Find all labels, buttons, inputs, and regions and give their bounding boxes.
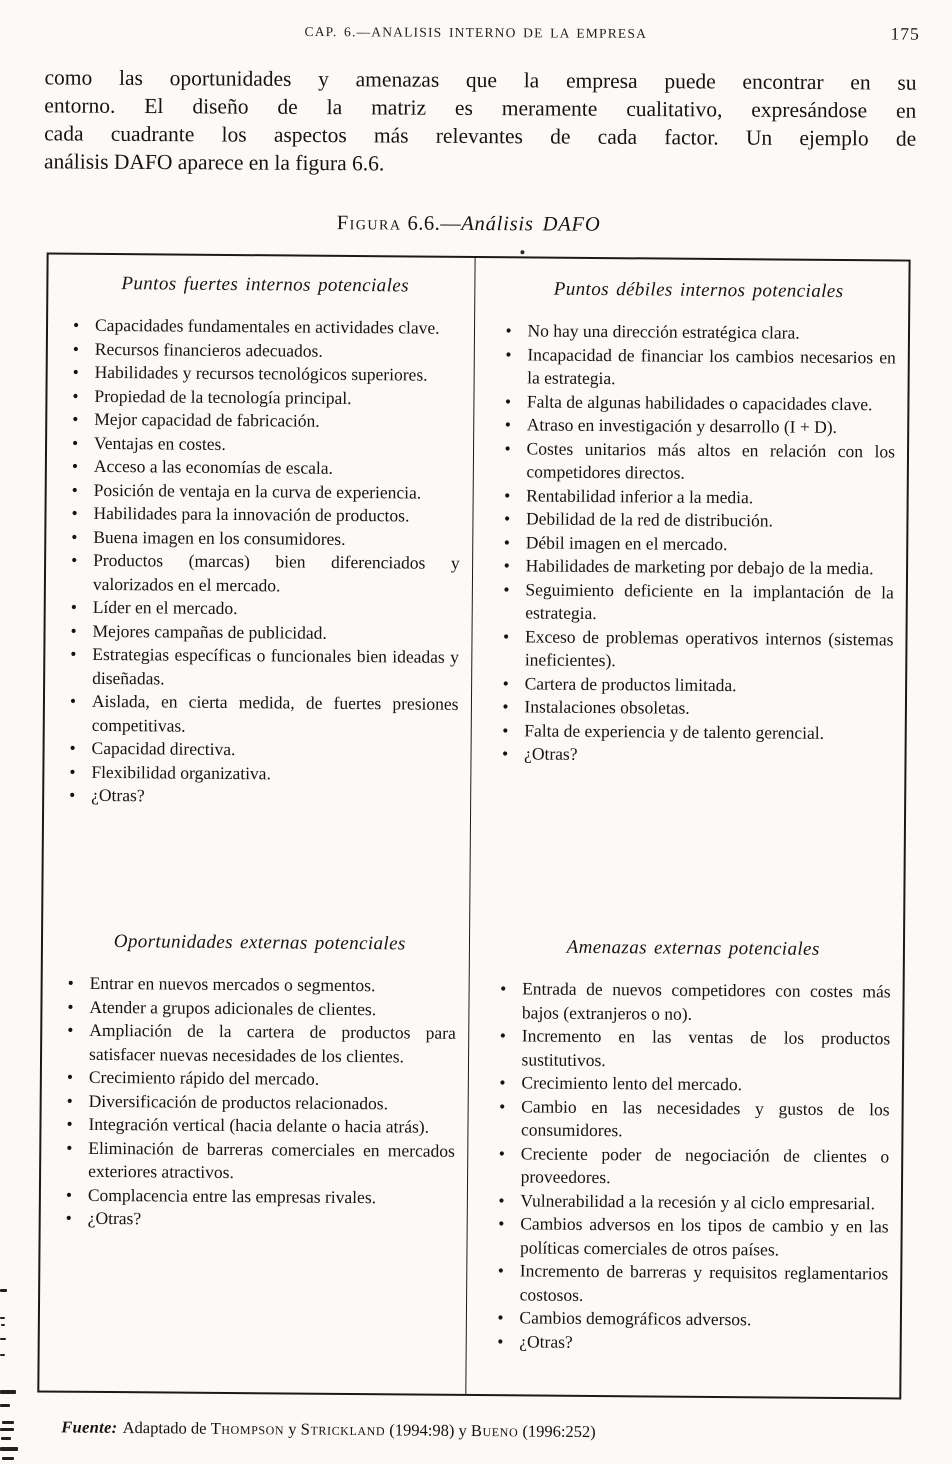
list-item bbox=[66, 549, 460, 599]
list-item bbox=[498, 578, 894, 628]
list-item-text: Habilidades y recursos tecnológicos superiores. bbox=[94, 361, 428, 385]
list-item bbox=[65, 619, 459, 646]
list-item-text: Mejor capacidad de fabricación. bbox=[94, 408, 320, 431]
list-item bbox=[67, 455, 461, 482]
list-item-text: Vulnerabilidad a la recesión y al ciclo empresarial. bbox=[520, 1189, 876, 1213]
list-item-text: Estrategias específicas o funcionales bien ideadas y diseñadas. bbox=[92, 643, 459, 688]
list-item bbox=[499, 437, 895, 487]
paragraph-line: análisis DAFO aparece en la figura 6.6. bbox=[43, 149, 385, 176]
threats-list bbox=[492, 977, 891, 1356]
list-item-text: Falta de experiencia y de talento gerencial. bbox=[524, 719, 825, 743]
list-item-text: Complacencia entre las empresas rivales. bbox=[87, 1184, 377, 1207]
list-item bbox=[492, 1306, 888, 1333]
paragraph-line: como las oportunidades y amenazas que la empresa puede encontrar en su bbox=[44, 65, 917, 95]
list-item-text: Capacidades fundamentales en actividades clave. bbox=[94, 314, 440, 338]
list-item bbox=[500, 413, 896, 440]
list-item-text: Debilidad de la red de distribución. bbox=[525, 508, 773, 531]
paragraph-line: cada cuadrante los aspectos más relevantes de cada factor. Un ejemplo de bbox=[44, 121, 917, 151]
source-conjunction: y bbox=[458, 1420, 467, 1440]
list-item bbox=[497, 742, 893, 769]
list-item-text: Entrada de nuevos competidores con costes más bajos (extranjeros o no). bbox=[521, 978, 891, 1024]
list-item-text: ¿Otras? bbox=[87, 1207, 142, 1229]
list-item bbox=[494, 1024, 890, 1074]
list-item-text: Entrar en nuevos mercados o segmentos. bbox=[89, 972, 376, 996]
table-column-left bbox=[39, 254, 475, 1393]
list-item bbox=[68, 361, 462, 388]
quadrant-strengths bbox=[63, 273, 462, 934]
intro-paragraph bbox=[44, 63, 917, 180]
list-item bbox=[495, 977, 891, 1027]
list-item bbox=[64, 737, 458, 764]
list-item bbox=[66, 502, 460, 529]
list-item bbox=[61, 1183, 455, 1210]
opportunities-list bbox=[61, 972, 457, 1234]
list-item bbox=[61, 1113, 455, 1140]
list-item bbox=[61, 1136, 455, 1186]
list-item-text: Mejores campañas de publicidad. bbox=[92, 620, 327, 643]
list-item-text: Recursos financieros adecuados. bbox=[94, 338, 323, 361]
list-item-text: Cambio en las necesidades y gustos de los consumidores. bbox=[520, 1095, 890, 1141]
list-item bbox=[66, 596, 460, 623]
list-item-text: Flexibilidad organizativa. bbox=[91, 761, 271, 783]
quadrant-threats bbox=[492, 936, 891, 1356]
list-item-text: Atraso en investigación y desarrollo (I + D). bbox=[526, 414, 838, 437]
list-item-text: Diversificación de productos relacionados. bbox=[88, 1090, 389, 1113]
quadrant-title-threats: Amenazas externas potenciales bbox=[566, 936, 820, 960]
weaknesses-list bbox=[497, 319, 896, 769]
list-item-text: Líder en el mercado. bbox=[92, 596, 238, 619]
dafo-matrix-table bbox=[37, 252, 910, 1399]
list-item-text: ¿Otras? bbox=[91, 784, 145, 806]
source-reference: (1994:98) bbox=[389, 1419, 455, 1440]
list-item-text: Seguimiento deficiente en la implantación de la estrategia. bbox=[525, 578, 894, 624]
list-item bbox=[498, 625, 894, 675]
list-item bbox=[499, 507, 895, 534]
source-line bbox=[61, 1417, 881, 1444]
list-item-text: Eliminación de barreras comerciales en mercados exteriores atractivos. bbox=[88, 1137, 455, 1183]
list-item bbox=[62, 1089, 456, 1116]
list-item bbox=[67, 431, 461, 458]
list-item bbox=[499, 531, 895, 558]
list-item bbox=[499, 554, 895, 581]
list-item bbox=[493, 1212, 889, 1262]
quadrant-title-opportunities: Oportunidades externas potenciales bbox=[113, 931, 406, 955]
list-item-text: Falta de algunas habilidades o capacidades clave. bbox=[526, 390, 873, 414]
list-item-text: Instalaciones obsoletas. bbox=[524, 696, 690, 718]
list-item-text: Propiedad de la tecnología principal. bbox=[94, 385, 352, 408]
list-item bbox=[66, 525, 460, 552]
list-item bbox=[499, 484, 895, 511]
quadrant-title-weaknesses: Puntos débiles internos potenciales bbox=[553, 278, 844, 303]
list-item-text: Acceso a las economías de escala. bbox=[93, 455, 334, 478]
list-item bbox=[65, 643, 459, 693]
list-item-text: Habilidades para la innovación de productos. bbox=[93, 502, 410, 526]
list-item-text: Rentabilidad inferior a la media. bbox=[526, 484, 754, 507]
figure-caption-number: 6.6.— bbox=[407, 212, 462, 235]
list-item-text: ¿Otras? bbox=[519, 1330, 573, 1352]
quadrant-weaknesses bbox=[496, 278, 897, 939]
list-item-text: Exceso de problemas operativos internos (sistemas ineficientes). bbox=[524, 625, 894, 671]
list-item-text: Cambios adversos en los tipos de cambio y en las políticas comerciales de otros países. bbox=[519, 1213, 889, 1260]
source-author: Strickland bbox=[300, 1419, 386, 1439]
chapter-header: CAP. 6.—ANALISIS INTERNO DE LA EMPRESA bbox=[304, 23, 648, 42]
list-item-text: Cartera de productos limitada. bbox=[524, 672, 737, 695]
running-header bbox=[0, 21, 952, 45]
list-item bbox=[67, 408, 461, 435]
list-item bbox=[492, 1330, 888, 1357]
list-item-text: Productos (marcas) bien diferenciados y valorizados en el mercado. bbox=[92, 549, 460, 595]
list-item bbox=[493, 1259, 889, 1309]
source-label: Fuente: bbox=[61, 1416, 118, 1437]
table-column-right bbox=[466, 258, 909, 1398]
source-text: Adaptado de bbox=[122, 1417, 207, 1438]
quadrant-title-strengths: Puntos fuertes internos potenciales bbox=[121, 273, 410, 297]
list-item-text: Ventajas en costes. bbox=[94, 432, 226, 454]
list-item-text: Capacidad directiva. bbox=[91, 737, 236, 760]
source-author: Thompson bbox=[210, 1418, 285, 1438]
list-item bbox=[500, 390, 896, 417]
list-item bbox=[494, 1095, 890, 1145]
list-item-text: Incremento en las ventas de los productos sustitutivos. bbox=[521, 1025, 891, 1070]
page-number: 175 bbox=[890, 23, 920, 44]
figure-caption-label: Figura bbox=[336, 212, 402, 235]
list-item bbox=[64, 784, 458, 811]
list-item bbox=[497, 695, 893, 722]
list-item bbox=[63, 972, 457, 999]
list-item-text: Débil imagen en el mercado. bbox=[525, 531, 728, 554]
list-item bbox=[500, 343, 896, 393]
list-item-text: Creciente poder de negociación de clientes o proveedores. bbox=[520, 1142, 890, 1188]
list-item-text: No hay una dirección estratégica clara. bbox=[527, 320, 800, 343]
quadrant-opportunities bbox=[61, 931, 457, 1234]
list-item bbox=[498, 672, 894, 699]
list-item bbox=[65, 690, 459, 740]
list-item-text: Incapacidad de financiar los cambios necesarios en la estrategia. bbox=[527, 343, 896, 389]
list-item bbox=[64, 760, 458, 787]
list-item bbox=[497, 719, 893, 746]
list-item-text: Atender a grupos adicionales de clientes. bbox=[89, 996, 377, 1019]
list-item bbox=[68, 314, 462, 341]
source-reference: (1996:252) bbox=[522, 1420, 596, 1441]
list-item-text: Ampliación de la cartera de productos para satisfacer nuevas necesidades de los clientes. bbox=[88, 1019, 456, 1066]
list-item-text: Incremento de barreras y requisitos reglamentarios costosos. bbox=[519, 1260, 889, 1305]
list-item-text: Posición de ventaja en la curva de experiencia. bbox=[93, 479, 422, 503]
list-item-text: ¿Otras? bbox=[524, 743, 578, 764]
source-author: Bueno bbox=[470, 1420, 519, 1440]
figure-caption bbox=[0, 210, 939, 239]
list-item-text: Aislada, en cierta medida, de fuertes presiones competitivas. bbox=[91, 690, 459, 736]
list-item-text: Crecimiento rápido del mercado. bbox=[88, 1066, 320, 1089]
list-item-text: Crecimiento lento del mercado. bbox=[521, 1072, 743, 1095]
list-item bbox=[62, 995, 456, 1022]
list-item-text: Habilidades de marketing por debajo de la media. bbox=[525, 555, 874, 579]
list-item bbox=[67, 384, 461, 411]
list-item-text: Cambios demográficos adversos. bbox=[519, 1307, 752, 1330]
list-item bbox=[500, 319, 896, 346]
list-item bbox=[68, 337, 462, 364]
list-item bbox=[494, 1142, 890, 1192]
paragraph-line: entorno. El diseño de la matriz es meramente cualitativo, expresándose en bbox=[44, 93, 917, 123]
list-item bbox=[493, 1189, 889, 1216]
list-item-text: Integración vertical (hacia delante o hacia atrás). bbox=[88, 1113, 430, 1137]
figure-caption-title: Análisis DAFO bbox=[461, 212, 601, 236]
list-item-text: Buena imagen en los consumidores. bbox=[93, 526, 346, 549]
list-item bbox=[61, 1207, 455, 1234]
strengths-list bbox=[64, 314, 462, 811]
scan-speck bbox=[520, 250, 524, 254]
list-item bbox=[494, 1071, 890, 1098]
list-item bbox=[62, 1066, 456, 1093]
list-item bbox=[67, 478, 461, 505]
list-item bbox=[62, 1019, 456, 1069]
source-conjunction: y bbox=[288, 1418, 297, 1438]
list-item-text: Costes unitarios más altos en relación con los competidores directos. bbox=[526, 437, 896, 483]
